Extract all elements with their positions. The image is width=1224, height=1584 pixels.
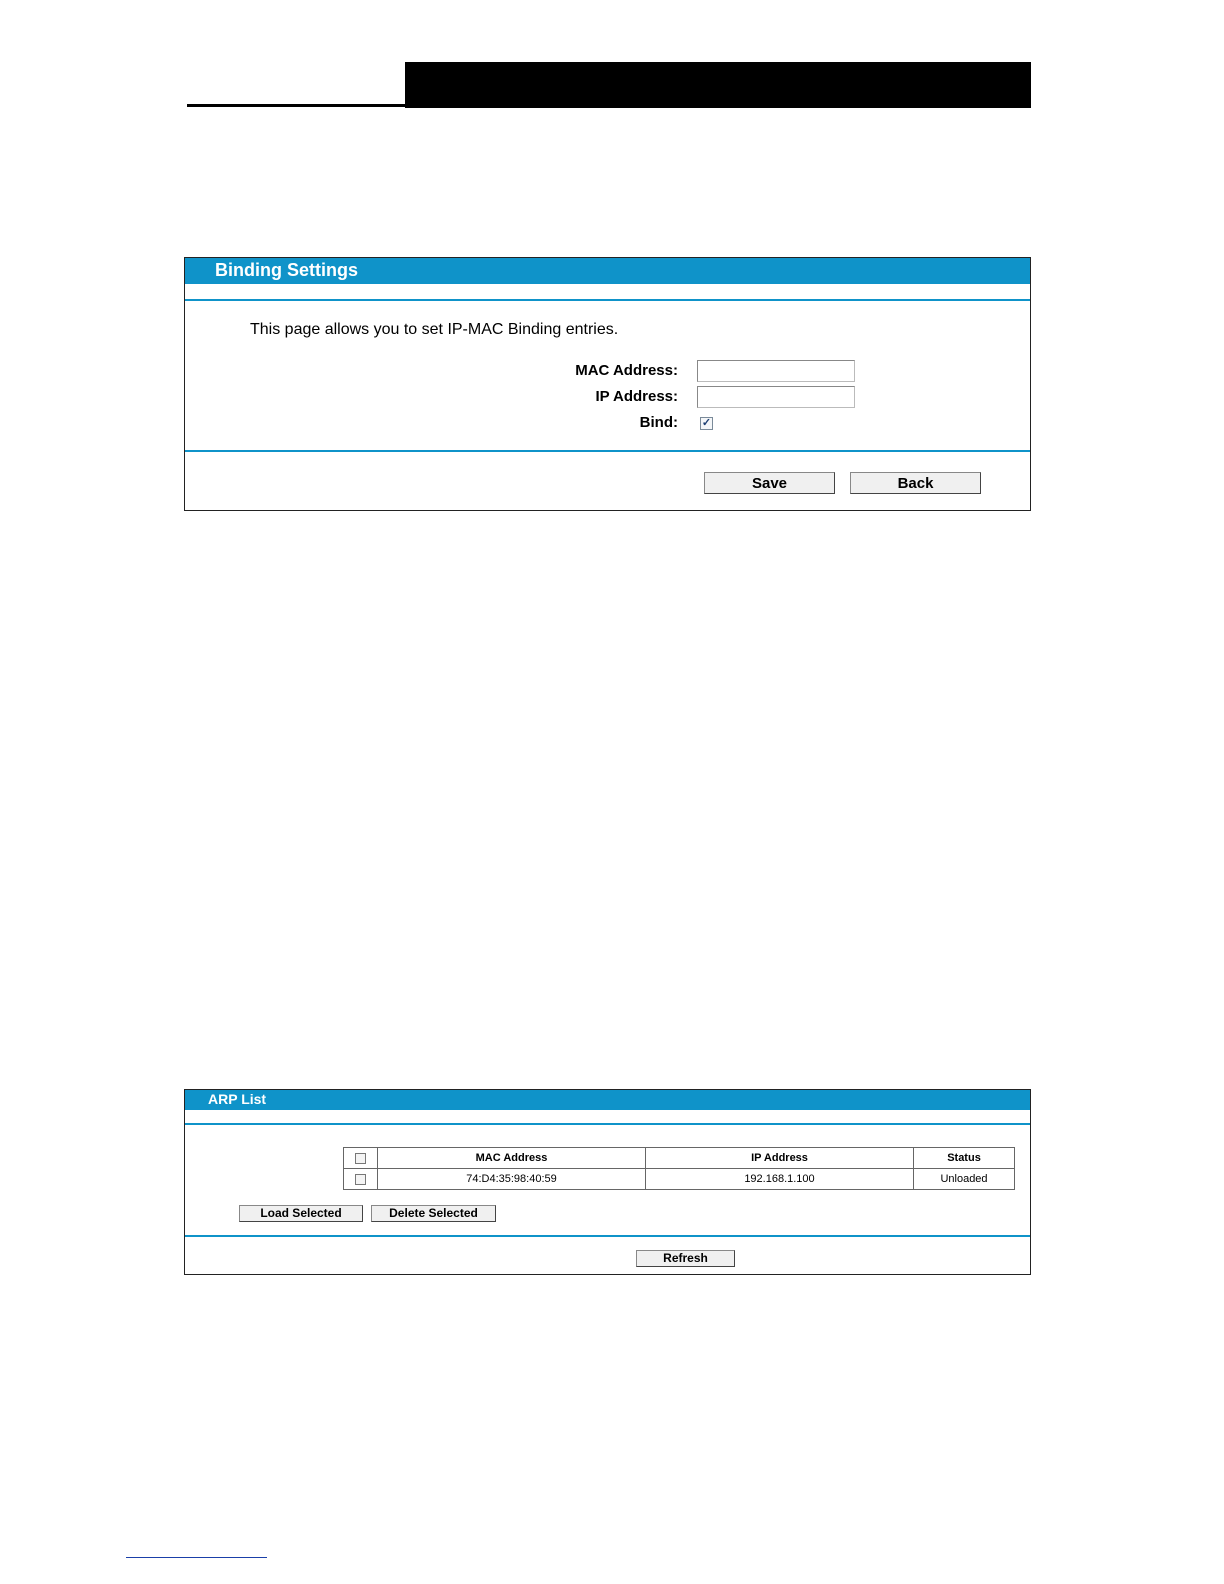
intro-text: This page allows you to set IP-MAC Binding entries. [250,321,619,338]
header-bar [405,62,1031,108]
mac-address-label: MAC Address: [575,362,678,379]
bind-label: Bind: [639,414,678,431]
delete-selected-button[interactable]: Delete Selected [371,1205,496,1222]
divider [185,1235,1030,1237]
row-select-cell [344,1169,378,1190]
check-icon: ✓ [701,417,712,429]
table-header-row [344,1148,1015,1169]
ip-address-label: IP Address: [595,388,678,405]
row-checkbox[interactable] [355,1174,366,1185]
arp-table [343,1147,1015,1190]
divider [185,299,1030,301]
col-status: Status [914,1148,1015,1169]
save-button[interactable]: Save [704,472,835,494]
row-status: Unloaded [914,1169,1015,1190]
arp-list-panel [184,1089,1031,1275]
mac-address-input[interactable] [697,360,855,382]
divider [185,450,1030,452]
binding-settings-title: Binding Settings [185,258,1030,284]
header-rule [187,104,407,107]
divider [185,1123,1030,1125]
col-mac-address: MAC Address [378,1148,646,1169]
ip-address-input[interactable] [697,386,855,408]
load-selected-button[interactable]: Load Selected [239,1205,363,1222]
arp-list-title: ARP List [185,1090,1030,1110]
select-all-checkbox[interactable] [355,1153,366,1164]
table-row [344,1169,1015,1190]
col-ip-address: IP Address [646,1148,914,1169]
back-button[interactable]: Back [850,472,981,494]
binding-settings-panel [184,257,1031,511]
row-mac: 74:D4:35:98:40:59 [378,1169,646,1190]
refresh-button[interactable]: Refresh [636,1250,735,1267]
row-ip: 192.168.1.100 [646,1169,914,1190]
footer-rule [126,1557,267,1558]
bind-checkbox[interactable] [700,417,713,430]
select-all-cell [344,1148,378,1169]
